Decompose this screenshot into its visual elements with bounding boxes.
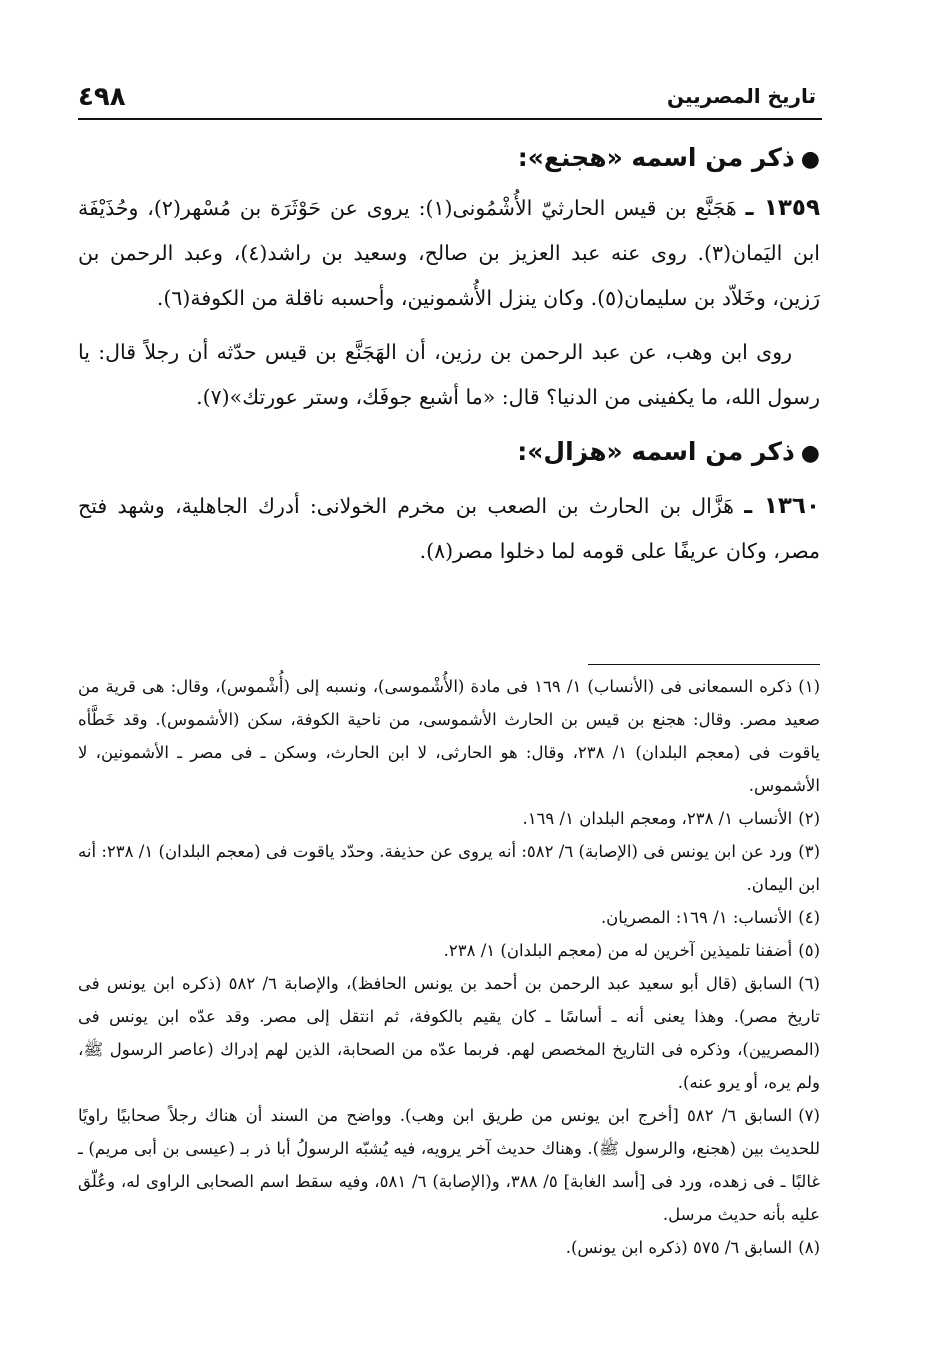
header-rule — [78, 118, 822, 120]
entry-number: ١٣٥٩ ـ — [745, 195, 820, 221]
entry-1360 — [78, 484, 820, 574]
footnote-text: الأنساب: ١/ ١٦٩: المصريان. — [600, 908, 793, 927]
footnote-text: ورد عن ابن يونس فى (الإصابة) ٦/ ٥٨٢: أنه يروى عن حذيفة. وحدّد ياقوت فى (معجم البلدان) ١/ ٢٣٨: أنه ابن اليمان. — [78, 842, 820, 894]
entry-text: هَزَّال بن الحارث بن الصعب بن مخرم الخولانى: أدرك الجاهلية، وشهد فتح مصر، وكان عريفًا على قومه لما دخلوا مصر(٨). — [78, 494, 820, 563]
footnote-5 — [78, 934, 820, 967]
section-heading-hajna — [78, 138, 820, 180]
entry-text: هَجَنَّع بن قيس الحارثيّ الأُشْمُونى(١): يروى عن حَوْثَرَة بن مُسْهر(٢)، وحُذَيْفَة ابن اليَمان(٣). روى عنه عبد العزيز بن صالح، وسعيد بن راشد(٤)، وعبد الرحمن بن رَزين، وخَلاّد بن سليمان(٥). وكان ينزل الأُشمونين، وأحسبه ناقلة من الكوفة(٦). — [78, 196, 820, 310]
footnote-number: (٨) — [798, 1238, 820, 1257]
footnote-8 — [78, 1231, 820, 1264]
paragraph-text: روى ابن وهب، عن عبد الرحمن بن رزين، أن الهَجَنَّع بن قيس حدّثه أن رجلاً قال: يا رسول الله، ما يكفينى من الدنيا؟ قال: «ما أشبع جوفَك، وستر عورتك»(٧). — [78, 340, 820, 409]
footnote-text: السابق ٦/ ٥٧٥ (ذكره ابن يونس). — [565, 1238, 793, 1257]
footnote-text: السابق (قال أبو سعيد عبد الرحمن بن أحمد بن يونس الحافظ)، والإصابة ٦/ ٥٨٢ (ذكره ابن يونس فى تاريخ مصر). وهذا يعنى أنه ـ أساسًا ـ كان يقيم بالكوفة، ثم انتقل إلى مصر. وقد عدّه ابن يونس فى (المصريين)، وذكره فى التاريخ المخصص لهم. فربما عدّه من الصحابة، الذين لهم إدراك (عاصر الرسول ﷺ، ولم يره، أو يرو عنه). — [78, 974, 820, 1092]
footnote-4 — [78, 901, 820, 934]
bullet-icon: ● — [800, 441, 820, 466]
footnote-6 — [78, 967, 820, 1099]
footnote-7 — [78, 1099, 820, 1231]
entry-number: ١٣٦٠ ـ — [744, 493, 820, 519]
footnote-text: الأنساب ١/ ٢٣٨، ومعجم البلدان ١/ ١٦٩. — [522, 809, 793, 828]
footnote-number: (٣) — [798, 842, 821, 861]
footnotes — [78, 664, 820, 1264]
page-header — [78, 80, 822, 120]
footnote-3 — [78, 835, 820, 901]
footnote-number: (١) — [798, 677, 821, 696]
footnote-text: ذكره السمعانى فى (الأنساب) ١/ ١٦٩ فى مادة (الأُشْموسى)، ونسبه إلى (أُشْموس)، وقال: هى قرية من صعيد مصر. وقال: هجنع بن قيس بن الحارث الأشموسى، من ناحية الكوفة، سكن (الأشموس). وقد خَطَّأه ياقوت فى (معجم البلدان) ١/ ٢٣٨، وقال: هو الحارثى، لا ابن الحارث، وسكن ـ فى مصر ـ الأشمونين، لا الأشموس. — [78, 677, 821, 795]
entry-1359 — [78, 186, 820, 321]
footnote-text: السابق ٦/ ٥٨٢ [أخرج ابن يونس من طريق ابن وهب). وواضح من السند أن هناك رجلاً صحابيًا راويًا للحديث بين (هجنع، والرسول ﷺ). وهناك حديث آخر يرويه، فيه يُشبّه الرسولُ أبا ذر بـ (عيسى بن أبى مريم) ـ غالبًا ـ فى زهده، ورد فى [أسد الغابة] ٥/ ٣٨٨، و(الإصابة) ٦/ ٥٨١، وفيه سقط اسم الصحابى الراوى له، وعُلّق عليه بأنه حديث مرسل. — [78, 1106, 820, 1224]
footnote-number: (٧) — [798, 1106, 820, 1125]
footnote-2 — [78, 802, 820, 835]
footnote-number: (٤) — [798, 908, 820, 927]
bullet-icon: ● — [800, 147, 820, 172]
footnote-number: (٢) — [798, 809, 820, 828]
running-title: تاريخ المصريين — [666, 84, 816, 108]
hadith-paragraph — [78, 330, 820, 420]
page-number: ٤٩٨ — [78, 82, 126, 112]
section-heading-text: ذكر من اسمه «هزال»: — [517, 437, 795, 466]
footnote-number: (٦) — [798, 974, 820, 993]
footnote-number: (٥) — [798, 941, 820, 960]
footnote-text: أضفنا تلميذين آخرين له من (معجم البلدان) ١/ ٢٣٨. — [443, 941, 793, 960]
footnote-1 — [78, 670, 820, 802]
section-heading-hazzal — [78, 432, 820, 474]
section-heading-text: ذكر من اسمه «هجنع»: — [517, 143, 795, 172]
